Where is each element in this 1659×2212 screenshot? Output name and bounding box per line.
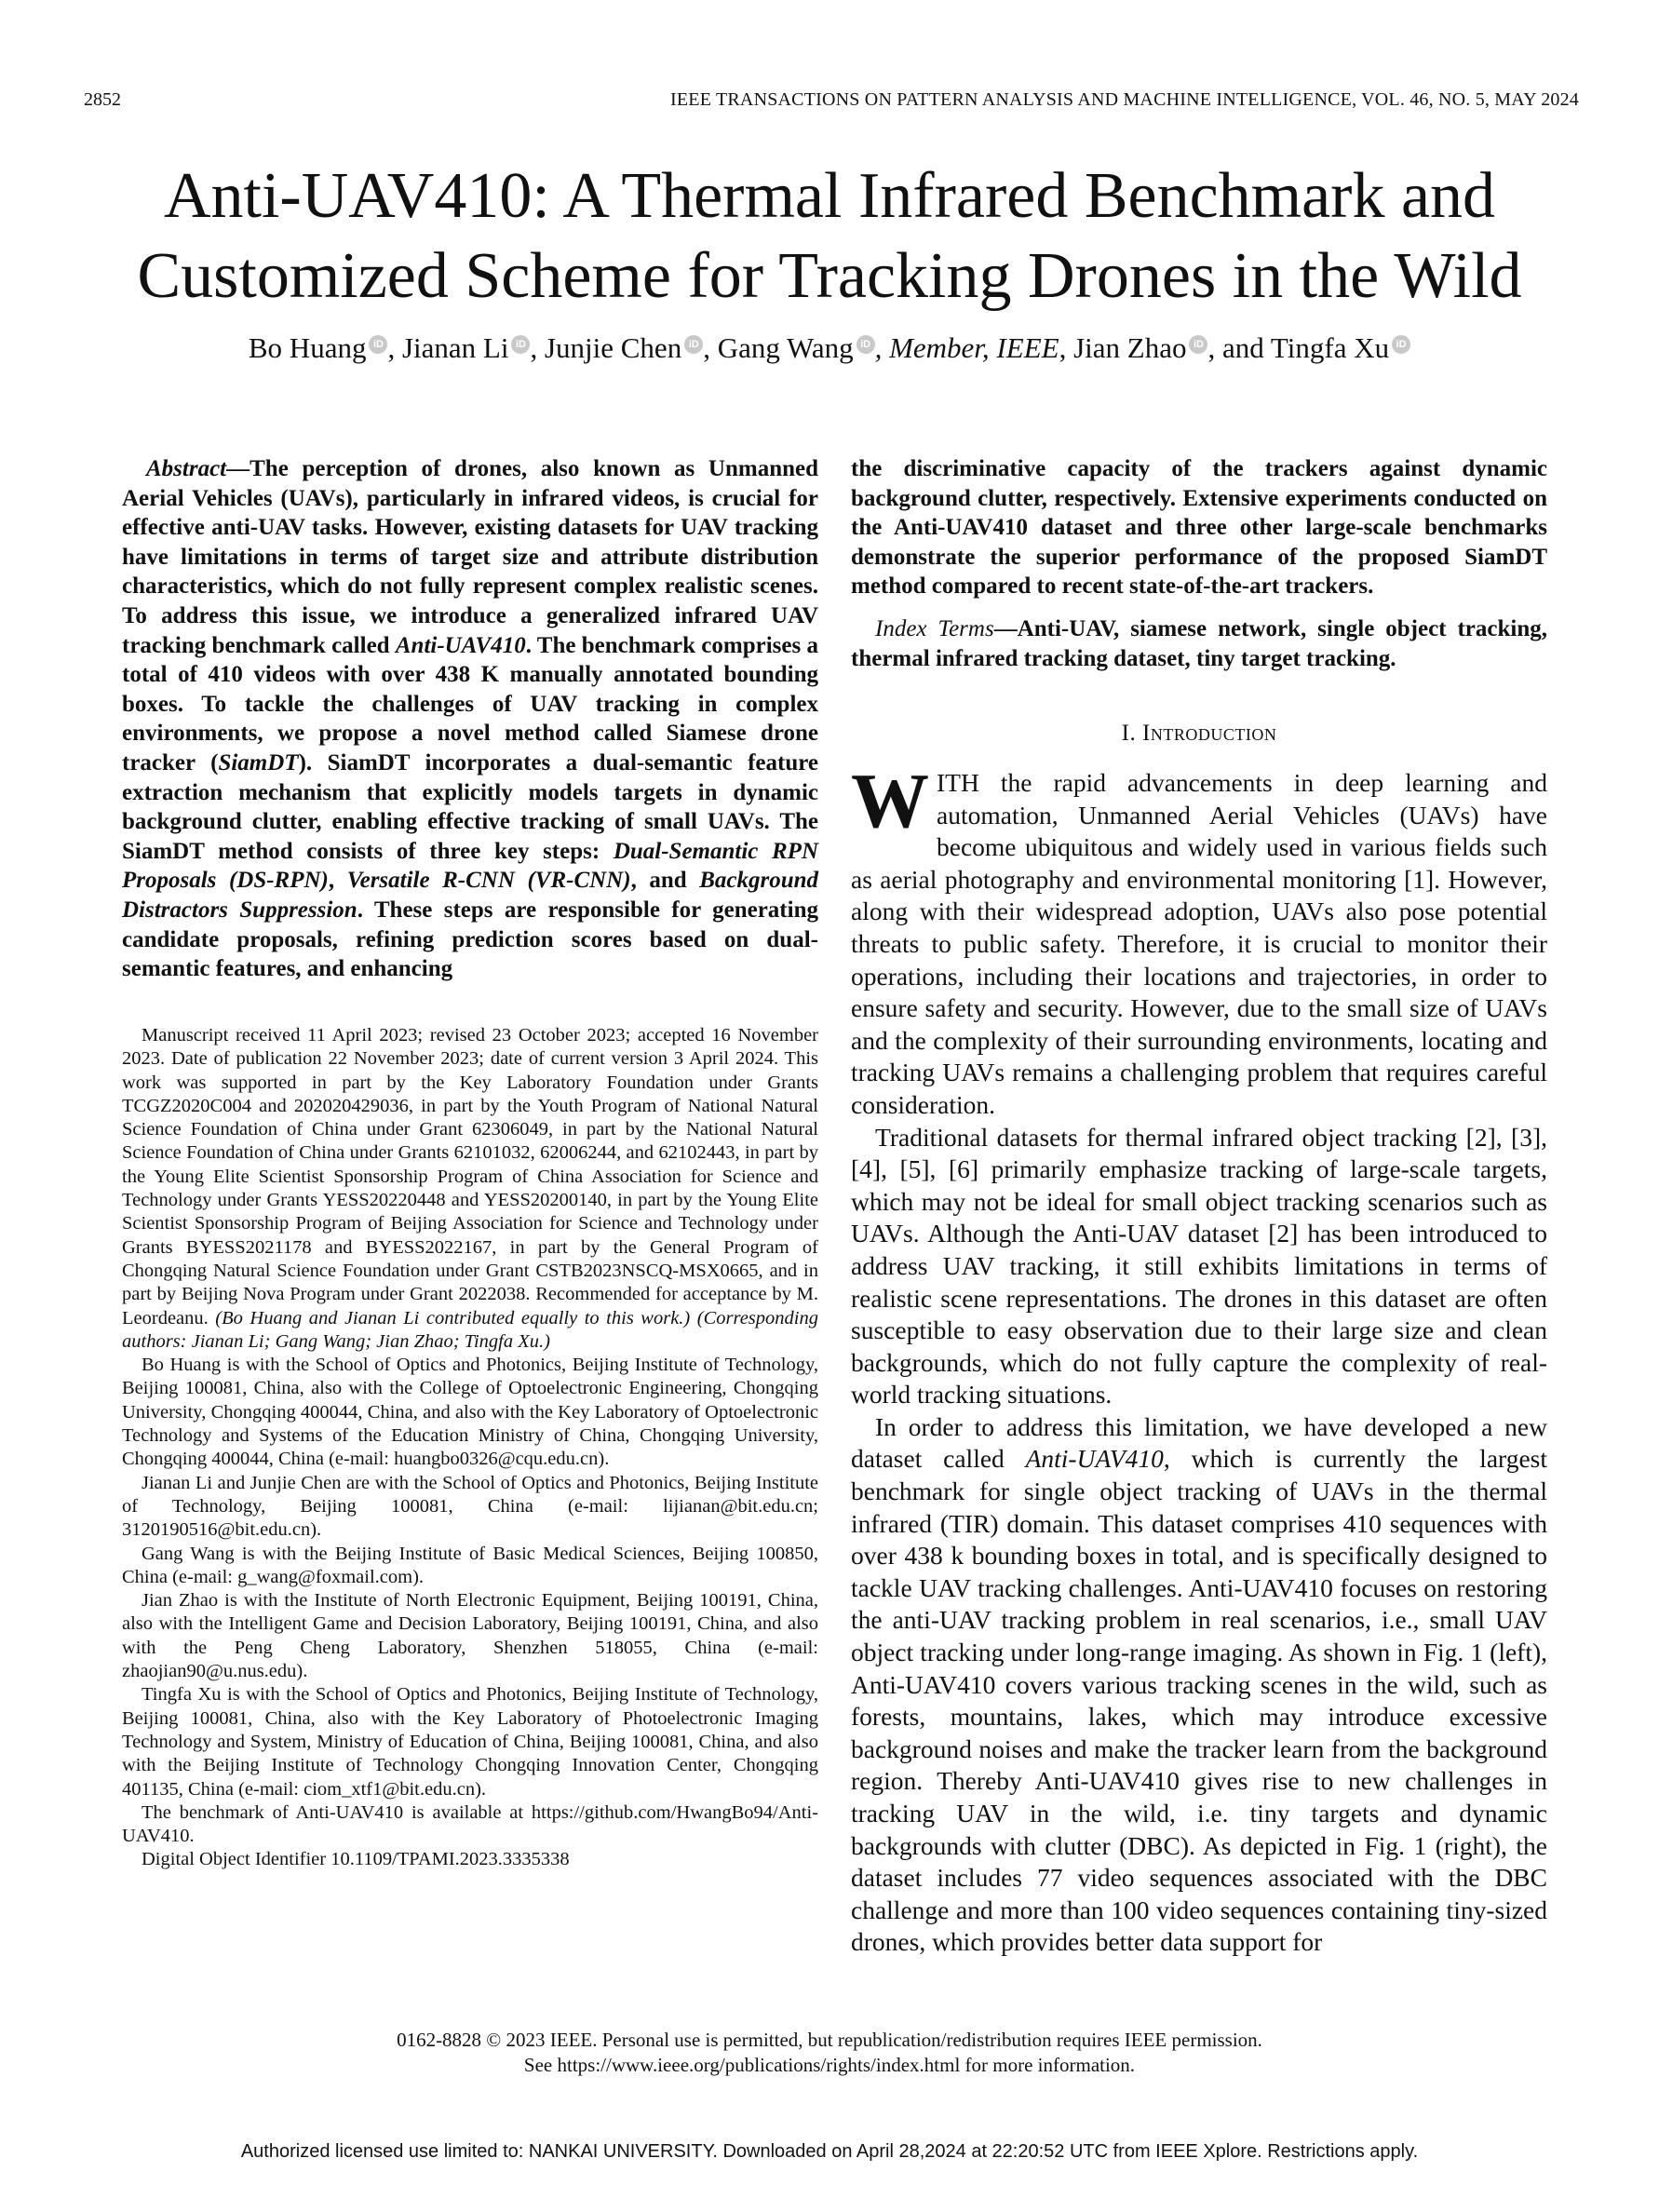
abstract-continued	[851, 454, 1547, 601]
intro-text: In order to address this limitation, we have developed a new dataset called	[851, 1411, 1547, 1474]
index-terms-text: —Anti-UAV, siamese network, single object tracking, thermal infrared tracking dataset, tiny target tracking.	[851, 616, 1547, 671]
orcid-icon[interactable]: iD	[1189, 335, 1207, 354]
abstract-text: Dual-Semantic RPN Proposals (DS-RPN)	[122, 838, 818, 894]
abstract-text: ,	[328, 868, 347, 894]
intro-text: , which is currently the largest benchmark for single object tracking of UAVs in the thermal infrared (TIR) domain. This dataset comprises 410 sequences with over 438 k bounding boxes in total, and is specifically designed to tackle UAV tracking challenges. Anti-UAV410 focuses on restoring the anti-UAV tracking problem in real scenarios, i.e., small UAV object tracking under long-range imaging. As shown in Fig. 1 (left), Anti-UAV410 covers various tracking scenes in the wild, such as forests, mountains, lakes, which may introduce excessive background noises and make the tracker learn from the background region. Thereby Anti-UAV410 gives rise to new challenges in tracking UAV in the wild, i.e. tiny targets and dynamic backgrounds with clutter (DBC). As depicted in Fig. 1 (right), the dataset includes 77 video sequences associated with the DBC challenge and more than 100 video sequences containing tiny-sized drones, which provides better data support for	[851, 1444, 1547, 1957]
abstract-label: Abstract	[146, 456, 227, 481]
drop-cap: W	[851, 758, 929, 844]
abstract	[122, 454, 818, 984]
footnote-text: Manuscript received 11 April 2023; revised 23 October 2023; accepted 16 November 2023. Date of publication 22 November 2023; date of current version 3 April 2024. This work was supported in part by the Key Laboratory Foundation under Grants TCGZ2020C004 and 202020429036, in part by the Youth Program of National Natural Science Foundation of China under Grant 62306049, in part by the National Natural Science Foundation of China under Grants 62101032, 62006244, and 62102443, in part by the Young Elite Scientist Sponsorship Program of China Association for Science and Technology under Grants YESS20220448 and YESS20200140, in part by the Young Elite Scientist Sponsorship Program of Beijing Association for Science and Technology under Grants BYESS2021178 and BYESS2022167, in part by the General Program of Chongqing Natural Science Foundation under Grant CSTB2023NSCQ-MSX0665, and in part by Beijing Nova Program under Grant 2022038. Recommended for acceptance by M. Leordeanu.	[122, 1025, 818, 1329]
footnote-benchmark-link[interactable]: The benchmark of Anti-UAV410 is available at https://github.com/HwangBo94/Anti-UAV410.	[122, 1801, 818, 1847]
copyright-notice	[84, 2028, 1575, 2078]
footnotes	[122, 1024, 818, 1872]
intro-paragraph	[851, 758, 1547, 1122]
abstract-text: . The benchmark comprises a total of 410 videos with over 438 K manually annotated bounding boxes. To tackle the challenges of UAV tracking in complex environments, we propose a novel method called Siamese drone tracker (	[122, 632, 818, 776]
intro-paragraph	[851, 1411, 1547, 1959]
title-line-1: Anti-UAV410: A Thermal Infrared Benchmark and	[163, 160, 1496, 232]
abstract-text: Background Distractors Suppression	[122, 868, 819, 923]
author-list	[84, 330, 1575, 367]
author-name: , Junjie Chen	[530, 331, 682, 364]
author-name: , Gang Wang	[703, 331, 854, 364]
copyright-line: 0162-8828 © 2023 IEEE. Personal use is permitted, but republication/redistribution requires IEEE permission.	[397, 2029, 1262, 2051]
intro-text: Anti-UAV410	[1025, 1444, 1164, 1474]
abstract-text: . These steps are responsible for generating candidate proposals, refining prediction scores based on dual-semantic features, and enhancing	[122, 897, 818, 982]
abstract-text: Anti-UAV410	[395, 632, 526, 658]
intro-paragraph: Traditional datasets for thermal infrared object tracking [2], [3], [4], [5], [6] primarily emphasize tracking of large-scale targets, which may not be ideal for small object tracking scenarios such as UAVs. Although the Anti-UAV dataset [2] has been introduced to address UAV tracking, it still exhibits limitations in terms of realistic scene representations. The drones in this dataset are often susceptible to easy observation due to their large size and clean backgrounds, which do not fully capture the complexity of real-world tracking situations.	[851, 1122, 1547, 1409]
abstract-text: —The perception of drones, also known as Unmanned Aerial Vehicles (UAVs), particularly in infrared videos, is crucial for effective anti-UAV tasks. However, existing datasets for UAV tracking have limitations in terms of target size and attribute distribution characteristics, which do not fully represent complex realistic scenes. To address this issue, we introduce a generalized infrared UAV tracking benchmark called	[122, 456, 818, 658]
orcid-icon[interactable]: iD	[684, 335, 703, 354]
license-notice: Authorized licensed use limited to: NANKAI UNIVERSITY. Downloaded on April 28,2024 at 22:20:52 UTC from IEEE Xplore. Restrictions apply.	[240, 2141, 1419, 2162]
abstract-text: ). SiamDT incorporates a dual-semantic feature extraction mechanism that explicitly models targets in dynamic background clutter, enabling effective tracking of small UAVs. The SiamDT method consists of three key steps:	[122, 749, 818, 864]
index-terms	[851, 614, 1547, 673]
abstract-text: SiamDT	[218, 749, 299, 776]
orcid-icon[interactable]: iD	[511, 335, 530, 354]
journal-header: IEEE TRANSACTIONS ON PATTERN ANALYSIS AND MACHINE INTELLIGENCE, VOL. 46, NO. 5, MAY 2024	[670, 89, 1579, 110]
footnote-affiliation: Tingfa Xu is with the School of Optics and Photonics, Beijing Institute of Technology, Beijing 100081, China, also with the Key Laboratory of Photoelectronic Imaging Technology and System, Ministry of Education of China, Beijing 100081, China, and also with the Beijing Institute of Technology Chongqing Innovation Center, Chongqing 401135, China (e-mail: ciom_xtf1@bit.edu.cn).	[122, 1684, 818, 1800]
footnote-affiliation: Jianan Li and Junjie Chen are with the School of Optics and Photonics, Beijing Institute of Technology, Beijing 100081, China (e-mail: lijianan@bit.edu.cn; 3120190516@bit.edu.cn).	[122, 1472, 818, 1541]
index-terms-label: Index Terms	[875, 616, 994, 641]
footnote-manuscript	[122, 1024, 818, 1354]
footnote-affiliation: Bo Huang is with the School of Optics and Photonics, Beijing Institute of Technology, Beijing 100081, China, also with the College of Optoelectronic Engineering, Chongqing University, Chongqing 400044, China, and also with the Key Laboratory of Optoelectronic Technology and Systems of the Education Ministry of China, Chongqing University, Chongqing 400044, China (e-mail: huangbo0326@cqu.edu.cn).	[122, 1355, 818, 1470]
orcid-icon[interactable]: iD	[1392, 335, 1410, 354]
orcid-icon[interactable]: iD	[369, 335, 387, 354]
abstract-paragraph: the discriminative capacity of the trackers against dynamic background clutter, respectively. Extensive experiments conducted on the Anti-UAV410 dataset and three other large-scale benchmarks demonstrate the superior performance of the proposed SiamDT method compared to recent state-of-the-art trackers.	[851, 456, 1547, 600]
abstract-paragraph	[122, 454, 818, 984]
paper-title	[84, 156, 1575, 317]
section-title: Introduction	[1142, 721, 1277, 746]
intro-text: ITH the rapid advancements in deep learning and automation, Unmanned Aerial Vehicles (UAVs) have become ubiquitous and widely used in various fields such as aerial photography and environmental monitoring [1]. However, along with their widespread adoption, UAVs also pose potential threats to public safety. Therefore, it is crucial to monitor their operations, including their locations and trajectories, in order to ensure safety and security. However, due to the small size of UAVs and the complexity of their surrounding environments, locating and tracking UAVs remains a challenging problem that requires careful consideration.	[851, 768, 1547, 1119]
author-name: , Jian Zhao	[1059, 331, 1187, 364]
footnote-doi: Digital Object Identifier 10.1109/TPAMI.2023.3335338	[142, 1849, 570, 1870]
copyright-line: See https://www.ieee.org/publications/rights/index.html for more information.	[523, 2054, 1136, 2076]
footnote-text: (Bo Huang and Jianan Li contributed equally to this work.) (Corresponding authors: Jianan Li; Gang Wang; Jian Zhao; Tingfa Xu.)	[122, 1307, 818, 1352]
abstract-text: , and	[630, 868, 700, 894]
orcid-icon[interactable]: iD	[856, 335, 875, 354]
introduction-body	[851, 758, 1547, 1959]
author-membership: , Member, IEEE	[874, 331, 1059, 364]
author-name: Bo Huang	[248, 331, 367, 364]
section-heading	[851, 721, 1547, 747]
footnote-affiliation: Jian Zhao is with the Institute of North Electronic Equipment, Beijing 100191, China, also with the Intelligent Game and Decision Laboratory, Beijing 100191, China, and also with the Peng Cheng Laboratory, Shenzhen 518055, China (e-mail: zhaojian90@u.nus.edu).	[122, 1590, 818, 1682]
abstract-text: Versatile R-CNN (VR-CNN)	[346, 868, 631, 894]
author-name: , and Tingfa Xu	[1207, 331, 1390, 364]
author-name: , Jianan Li	[387, 331, 509, 364]
footnote-affiliation: Gang Wang is with the Beijing Institute of Basic Medical Sciences, Beijing 100850, China (e-mail: g_wang@foxmail.com).	[122, 1543, 818, 1587]
title-line-2: Customized Scheme for Tracking Drones in the Wild	[137, 240, 1522, 312]
section-numeral: I.	[1121, 721, 1137, 746]
page-number: 2852	[84, 89, 121, 110]
